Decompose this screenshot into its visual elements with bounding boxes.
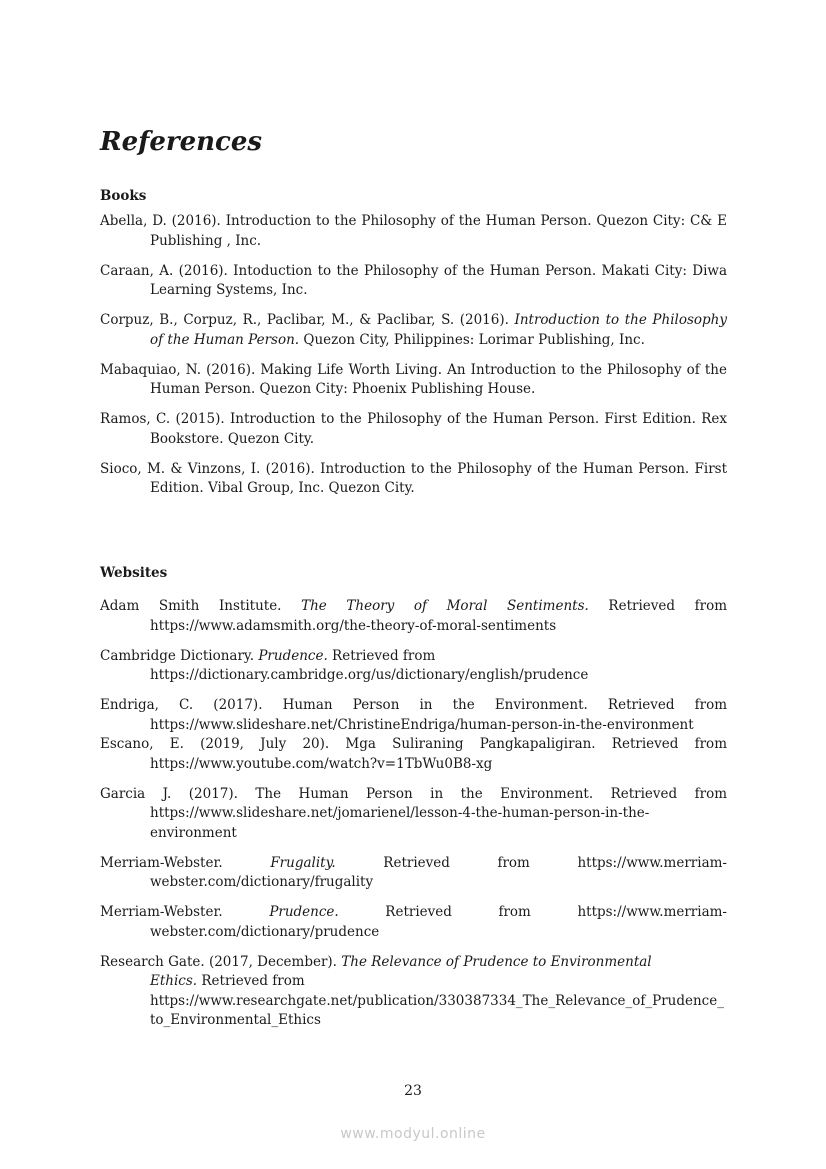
reference-text: Retrieved from https://www.merriam-webster.com/dictionary/frugality [150, 854, 727, 890]
reference-entry [100, 597, 727, 636]
reference-entry [100, 460, 727, 499]
watermark: www.modyul.online [340, 1126, 486, 1142]
reference-entry [100, 262, 727, 301]
reference-entry [100, 903, 727, 942]
books-section [100, 188, 727, 509]
reference-text: Corpuz, B., Corpuz, R., Paclibar, M., & Paclibar, S. (2016). [100, 312, 515, 328]
reference-text: Sioco, M. & Vinzons, I. (2016). Introduction to the Philosophy of the Human Person. First Edition. Vibal Group, Inc. Quezon City. [100, 460, 727, 496]
reference-text: Abella, D. (2016). Introduction to the Philosophy of the Human Person. Quezon City: C& E Publishing , Inc. [100, 213, 727, 249]
reference-text: Retrieved from [327, 647, 436, 664]
reference-entry [100, 854, 727, 893]
reference-text: Adam Smith Institute. [100, 598, 302, 614]
reference-text: Merriam-Webster. [100, 904, 270, 920]
reference-entry [100, 953, 727, 1031]
reference-text: Escano, E. (2019, July 20). Mga Suliraning Pangkapaligiran. Retrieved from https://www.youtube.com/watch?v=1TbWu0B8-xg [100, 736, 727, 772]
reference-title: The Theory of Moral Sentiments. [301, 598, 589, 614]
reference-title: Ethics. [150, 973, 198, 989]
reference-title: Introduction to the Philosophy of the Human Person. [150, 312, 727, 348]
reference-text: Mabaquiao, N. (2016). Making Life Worth Living. An Introduction to the Philosophy of the Human Person. Quezon City: Phoenix Publishing House. [100, 361, 727, 397]
reference-text: Endriga, C. (2017). Human Person in the Environment. Retrieved from https://www.slideshare.net/ChristineEndriga/human-person-in-the-environment [100, 697, 727, 733]
page-number: 23 [404, 1083, 422, 1099]
reference-text: Quezon City, Philippines: Lorimar Publishing, Inc. [299, 331, 645, 348]
websites-heading: Websites [100, 565, 168, 581]
reference-text: Garcia J. (2017). The Human Person in the Environment. Retrieved from https://www.slideshare.net/jomarienel/lesson-4-the-human-person-in-the-environment [100, 785, 727, 841]
reference-title: Frugality. [270, 854, 336, 871]
books-heading: Books [100, 188, 147, 204]
reference-text: Caraan, A. (2016). Intoduction to the Philosophy of the Human Person. Makati City: Diwa Learning Systems, Inc. [100, 262, 727, 298]
websites-section [100, 565, 727, 1041]
reference-text: https://dictionary.cambridge.org/us/dictionary/english/prudence [150, 667, 589, 683]
reference-entry [100, 410, 727, 449]
reference-text: Retrieved from https://www.adamsmith.org/the-theory-of-moral-sentiments [150, 598, 728, 634]
reference-text: https://www.researchgate.net/publication/330387334_The_Relevance_of_Prudence_to_Environmental_Ethics [150, 992, 724, 1028]
reference-text: Cambridge Dictionary. [100, 647, 259, 664]
reference-title: Prudence. [258, 647, 328, 664]
books-list [100, 212, 727, 499]
reference-text: Retrieved from https://www.merriam-webster.com/dictionary/prudence [150, 904, 727, 940]
reference-title: Prudence. [269, 904, 339, 920]
reference-text: Ramos, C. (2015). Introduction to the Philosophy of the Human Person. First Edition. Rex Bookstore. Quezon City. [100, 411, 727, 447]
reference-entry [100, 785, 727, 844]
page-title: References [100, 127, 263, 157]
reference-title: The Relevance of Prudence to Environmental [341, 953, 652, 970]
reference-entry [100, 735, 727, 774]
reference-entry [100, 311, 727, 350]
reference-entry [100, 696, 727, 735]
reference-text: Research Gate. (2017, December). [100, 953, 342, 970]
websites-list [100, 597, 727, 1031]
reference-text: Merriam-Webster. [100, 854, 271, 871]
reference-entry [100, 647, 727, 686]
reference-entry [100, 361, 727, 400]
reference-entry [100, 212, 727, 251]
reference-text: Retrieved from [197, 973, 305, 989]
